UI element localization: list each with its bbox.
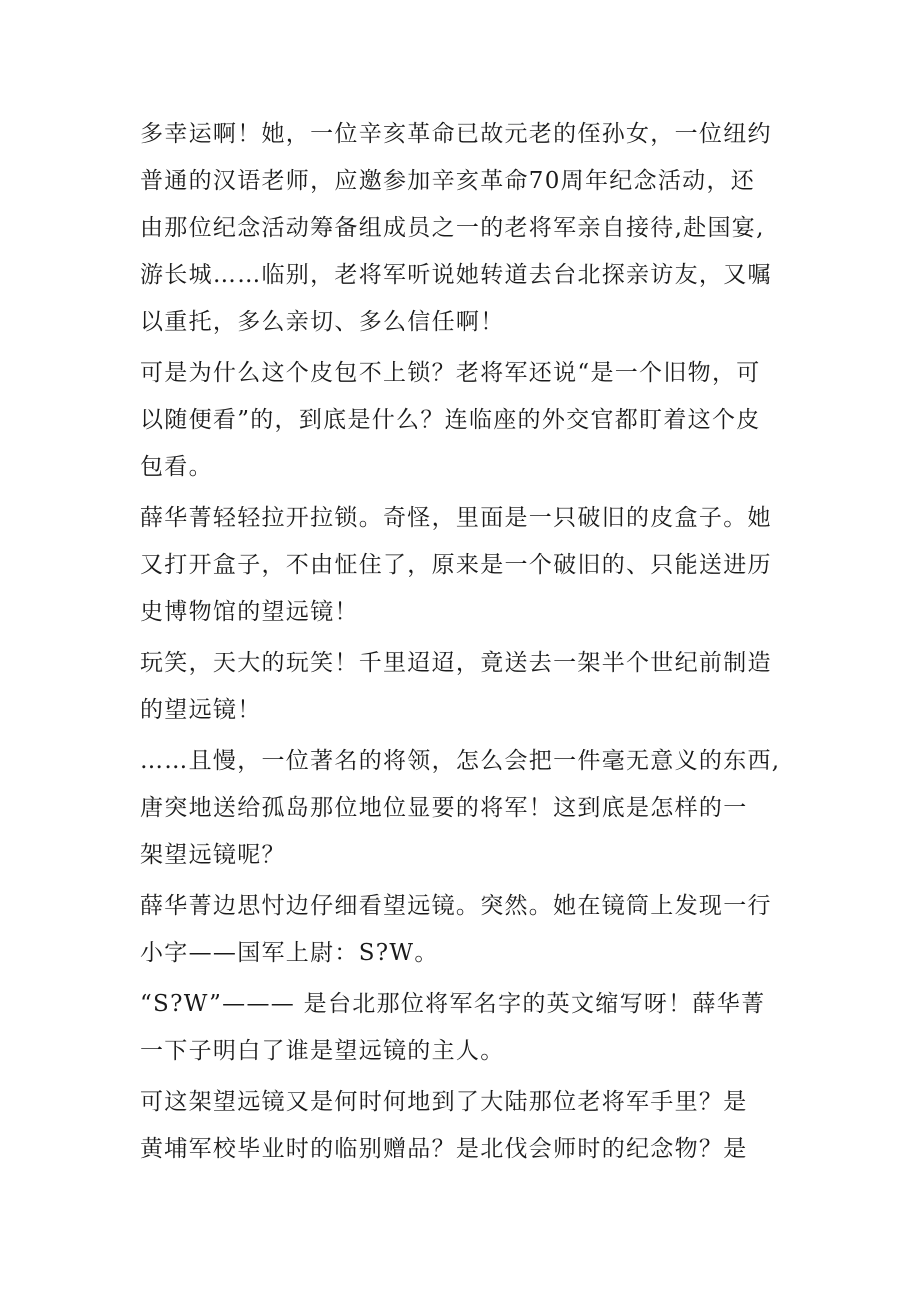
text-line: 薛华菁轻轻拉开拉锁。奇怪，里面是一只破旧的皮盒子。她 xyxy=(140,505,772,531)
text-line: 黄埔军校毕业时的临别赠品？是北伐会师时的纪念物？是 xyxy=(140,1136,748,1162)
text-line: 包看。 xyxy=(140,454,213,480)
text-line: “S?W”——— 是台北那位将军名字的英文缩写呀！薛华菁 xyxy=(140,991,766,1017)
text-line: 可是为什么这个皮包不上锁？老将军还说“是一个旧物，可 xyxy=(140,360,761,386)
text-line: 又打开盒子，不由怔住了，原来是一个破旧的、只能送进历 xyxy=(140,552,772,578)
text-line: 游长城……临别，老将军听说她转道去台北探亲访友，又嘱 xyxy=(140,262,772,288)
text-line: 史博物馆的望远镜！ xyxy=(140,599,359,625)
text-line: 多幸运啊！她，一位辛亥革命已故元老的侄孙女，一位纽约 xyxy=(140,121,772,147)
text-line: 一下子明白了谁是望远镜的主人。 xyxy=(140,1038,505,1064)
text-line: 唐突地送给孤岛那位地位显要的将军！这到底是怎样的一 xyxy=(140,795,748,821)
text-line: 小字——国军上尉：S?W。 xyxy=(140,940,439,966)
text-line: 由那位纪念活动筹备组成员之一的老将军亲自接待,赴国宴, xyxy=(140,215,765,241)
text-line: 的望远镜！ xyxy=(140,697,262,723)
text-line: 架望远镜呢？ xyxy=(140,842,286,868)
text-line: 普通的汉语老师，应邀参加辛亥革命70周年纪念活动，还 xyxy=(140,168,756,194)
text-line: 薛华菁边思忖边仔细看望远镜。突然。她在镜筒上发现一行 xyxy=(140,893,772,919)
text-line: 可这架望远镜又是何时何地到了大陆那位老将军手里？是 xyxy=(140,1089,748,1115)
text-line: 以随便看”的，到底是什么？连临座的外交官都盯着这个皮 xyxy=(140,407,761,433)
text-line: 以重托，多么亲切、多么信任啊！ xyxy=(140,309,505,335)
text-line: ……且慢，一位著名的将领，怎么会把一件毫无意义的东西, xyxy=(140,748,781,774)
text-line: 玩笑，天大的玩笑！千里迢迢，竟送去一架半个世纪前制造 xyxy=(140,650,772,676)
